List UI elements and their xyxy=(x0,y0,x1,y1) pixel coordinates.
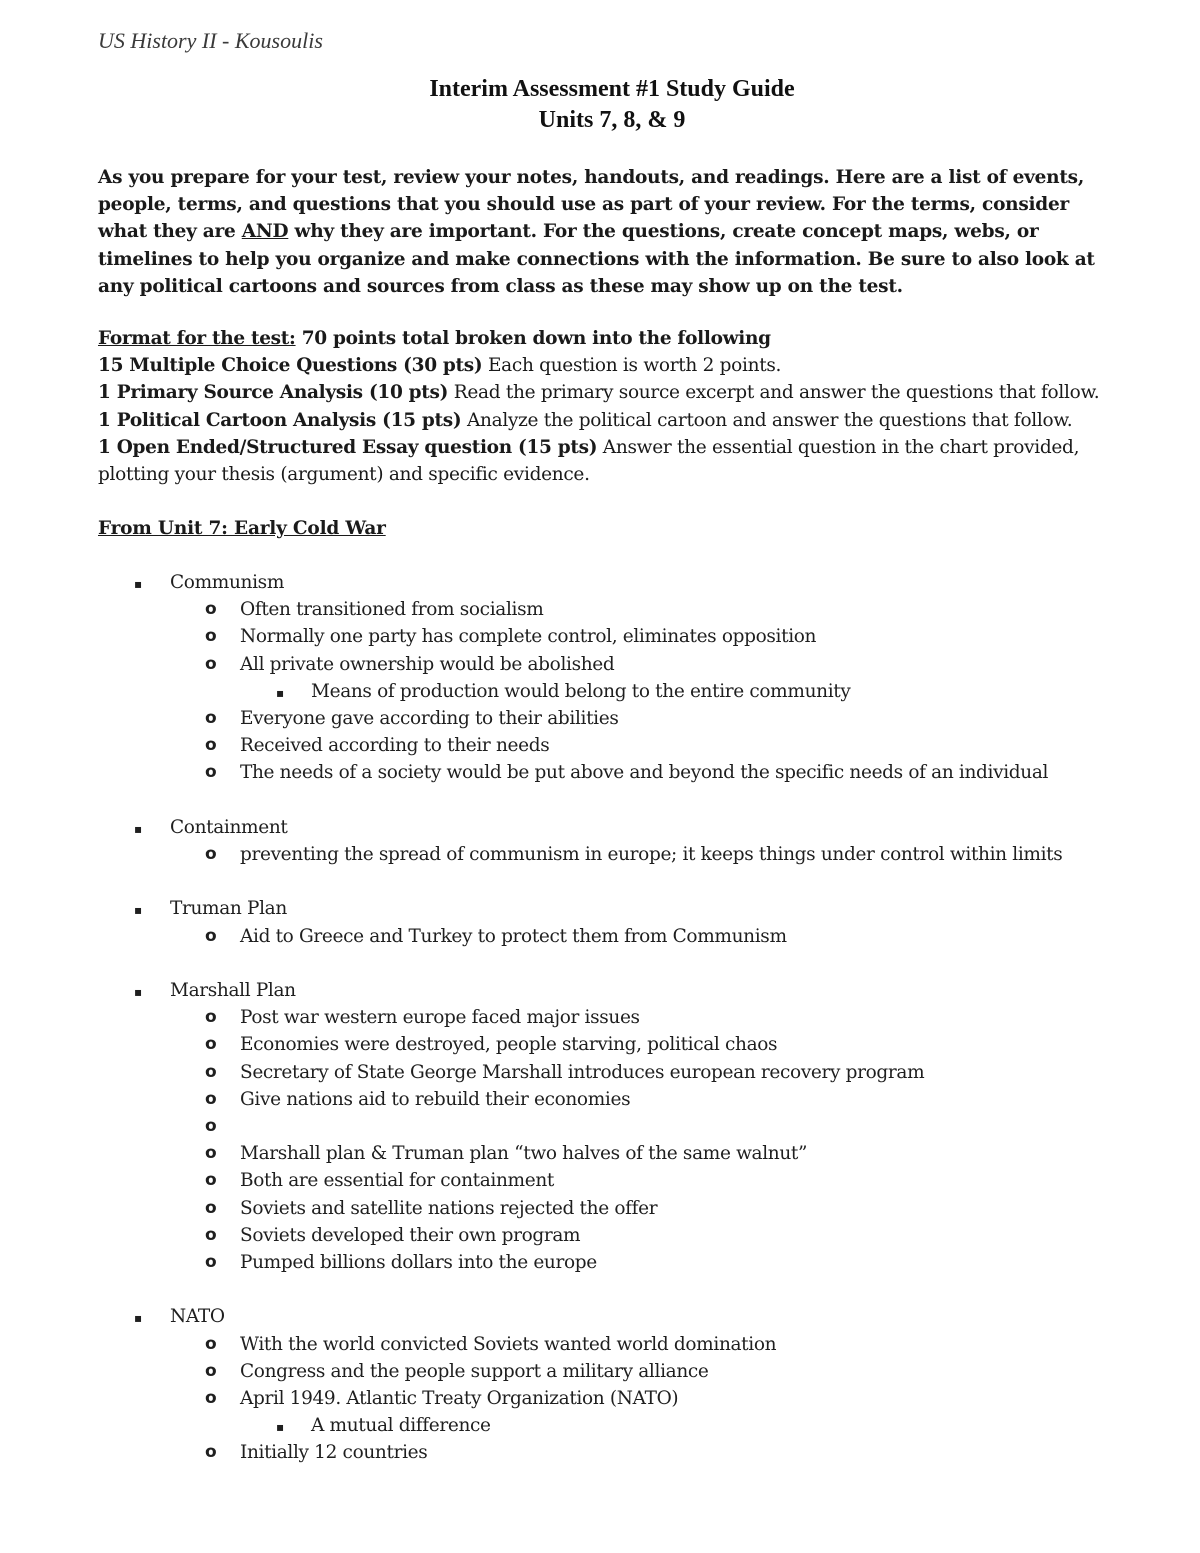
title-line-1: Interim Assessment #1 Study Guide xyxy=(429,76,795,102)
circle-bullet-icon: o xyxy=(205,626,217,647)
topic-title: Communism xyxy=(170,572,285,593)
format-item-text: Each question is worth 2 points. xyxy=(482,355,782,377)
square-bullet-icon: ▪ xyxy=(134,985,142,999)
intro-part-2: why they are important. For the questions, create concept maps, webs, or timelines to help you organize and make connections with the information. Be sure to also look at any political cartoons and sources from class as these may show up on the test. xyxy=(98,221,1095,297)
circle-bullet-icon: o xyxy=(205,735,217,756)
intro-emphasis: AND xyxy=(241,221,289,243)
format-item-bold: 1 Primary Source Analysis (10 pts) xyxy=(98,382,449,404)
circle-bullet-icon: o xyxy=(205,1143,217,1164)
format-item xyxy=(98,352,1128,379)
header-note: US History II - Kousoulis xyxy=(98,28,323,53)
circle-bullet-icon: o xyxy=(205,1088,217,1109)
topic-point: Soviets and satellite nations rejected the offer xyxy=(240,1197,658,1219)
format-heading-rest: 70 points total broken down into the following xyxy=(295,328,771,349)
unit-7-heading: From Unit 7: Early Cold War xyxy=(98,518,386,539)
format-item-text: plotting your thesis (argument) and specific evidence. xyxy=(98,464,590,486)
square-bullet-icon: ▪ xyxy=(134,1311,142,1326)
topic-point: Everyone gave according to their abilities xyxy=(240,708,619,729)
topic-point: The needs of a society would be put above and beyond the specific needs of an individual xyxy=(240,762,1049,784)
topic-point: Aid to Greece and Turkey to protect them from Communism xyxy=(240,925,787,947)
circle-bullet-icon: o xyxy=(205,925,217,946)
circle-bullet-icon: o xyxy=(205,653,217,674)
square-bullet-icon: ▪ xyxy=(134,577,142,591)
intro-paragraph xyxy=(98,164,1118,300)
format-item xyxy=(98,434,1128,461)
topic-point: Give nations aid to rebuild their economies xyxy=(240,1088,631,1110)
square-bullet-icon: ▪ xyxy=(276,1420,284,1435)
circle-bullet-icon: o xyxy=(205,1197,217,1218)
circle-bullet-icon: o xyxy=(205,599,217,620)
format-item-bold: 1 Political Cartoon Analysis (15 pts) xyxy=(98,409,462,431)
circle-bullet-icon: o xyxy=(205,844,217,864)
circle-bullet-icon: o xyxy=(205,1360,217,1381)
topic-title: Marshall Plan xyxy=(170,980,296,1001)
intro-part-1: As you prepare for your test, review your notes, handouts, and readings. Here are a list of events, people, terms, and questions that you should use as part of your review. For the terms, consider what they are xyxy=(98,167,1085,243)
square-bullet-icon: ▪ xyxy=(276,685,284,700)
topic-subpoint: A mutual difference xyxy=(311,1415,491,1437)
topic-point: preventing the spread of communism in europe; it keeps things under control within limits xyxy=(240,844,1063,865)
format-heading xyxy=(98,325,1128,352)
topic-title: Containment xyxy=(170,816,288,838)
format-heading-label: Format for the test: xyxy=(98,328,296,349)
circle-bullet-icon: o xyxy=(205,1442,217,1463)
format-item xyxy=(98,461,1128,488)
topic-point: Congress and the people support a military alliance xyxy=(240,1360,709,1382)
topic-point: With the world convicted Soviets wanted world domination xyxy=(240,1333,777,1355)
format-item xyxy=(98,407,1128,434)
topic-point: Both are essential for containment xyxy=(240,1170,555,1192)
square-bullet-icon: ▪ xyxy=(134,903,142,918)
format-item xyxy=(98,379,1128,406)
topic-title: Truman Plan xyxy=(170,898,287,920)
circle-bullet-icon: o xyxy=(205,1061,217,1082)
topic-point: All private ownership would be abolished xyxy=(240,653,615,675)
circle-bullet-icon: o xyxy=(205,1333,217,1354)
circle-bullet-icon: o xyxy=(205,1252,217,1272)
format-item-bold: 15 Multiple Choice Questions (30 pts) xyxy=(98,355,483,377)
topic-point: Economies were destroyed, people starving, political chaos xyxy=(240,1034,778,1056)
circle-bullet-icon: o xyxy=(205,1034,217,1055)
topic-subpoint: Means of production would belong to the entire community xyxy=(311,680,851,702)
topic-point: Soviets developed their own program xyxy=(240,1224,581,1246)
circle-bullet-icon: o xyxy=(205,1116,217,1136)
topic-title: NATO xyxy=(170,1306,225,1328)
format-item-text: Read the primary source excerpt and answer the questions that follow. xyxy=(448,382,1100,404)
topic-point: Often transitioned from socialism xyxy=(240,599,544,621)
topic-point: Pumped billions dollars into the europe xyxy=(240,1252,597,1273)
topic-point: April 1949. Atlantic Treaty Organization (NATO) xyxy=(240,1388,679,1409)
circle-bullet-icon: o xyxy=(205,762,217,783)
test-format-section xyxy=(98,325,1128,488)
topic-point: Secretary of State George Marshall introduces european recovery program xyxy=(240,1061,925,1083)
circle-bullet-icon: o xyxy=(205,1007,217,1028)
circle-bullet-icon: o xyxy=(205,708,217,728)
format-item-bold: 1 Open Ended/Structured Essay question (15 pts) xyxy=(98,436,598,458)
topic-point: Marshall plan & Truman plan “two halves of the same walnut” xyxy=(240,1143,808,1165)
format-item-text: Analyze the political cartoon and answer the questions that follow. xyxy=(461,409,1073,431)
title-line-2: Units 7, 8, & 9 xyxy=(538,107,686,133)
topic-point: Normally one party has complete control, eliminates opposition xyxy=(240,626,817,648)
format-item-text: Answer the essential question in the chart provided, xyxy=(597,436,1080,458)
circle-bullet-icon: o xyxy=(205,1388,217,1408)
topic-point: Received according to their needs xyxy=(240,735,550,757)
topic-point: Initially 12 countries xyxy=(240,1442,428,1464)
topic-point: Post war western europe faced major issues xyxy=(240,1007,640,1029)
square-bullet-icon: ▪ xyxy=(134,821,142,836)
circle-bullet-icon: o xyxy=(205,1224,217,1245)
page-title xyxy=(0,74,1200,136)
circle-bullet-icon: o xyxy=(205,1170,217,1191)
